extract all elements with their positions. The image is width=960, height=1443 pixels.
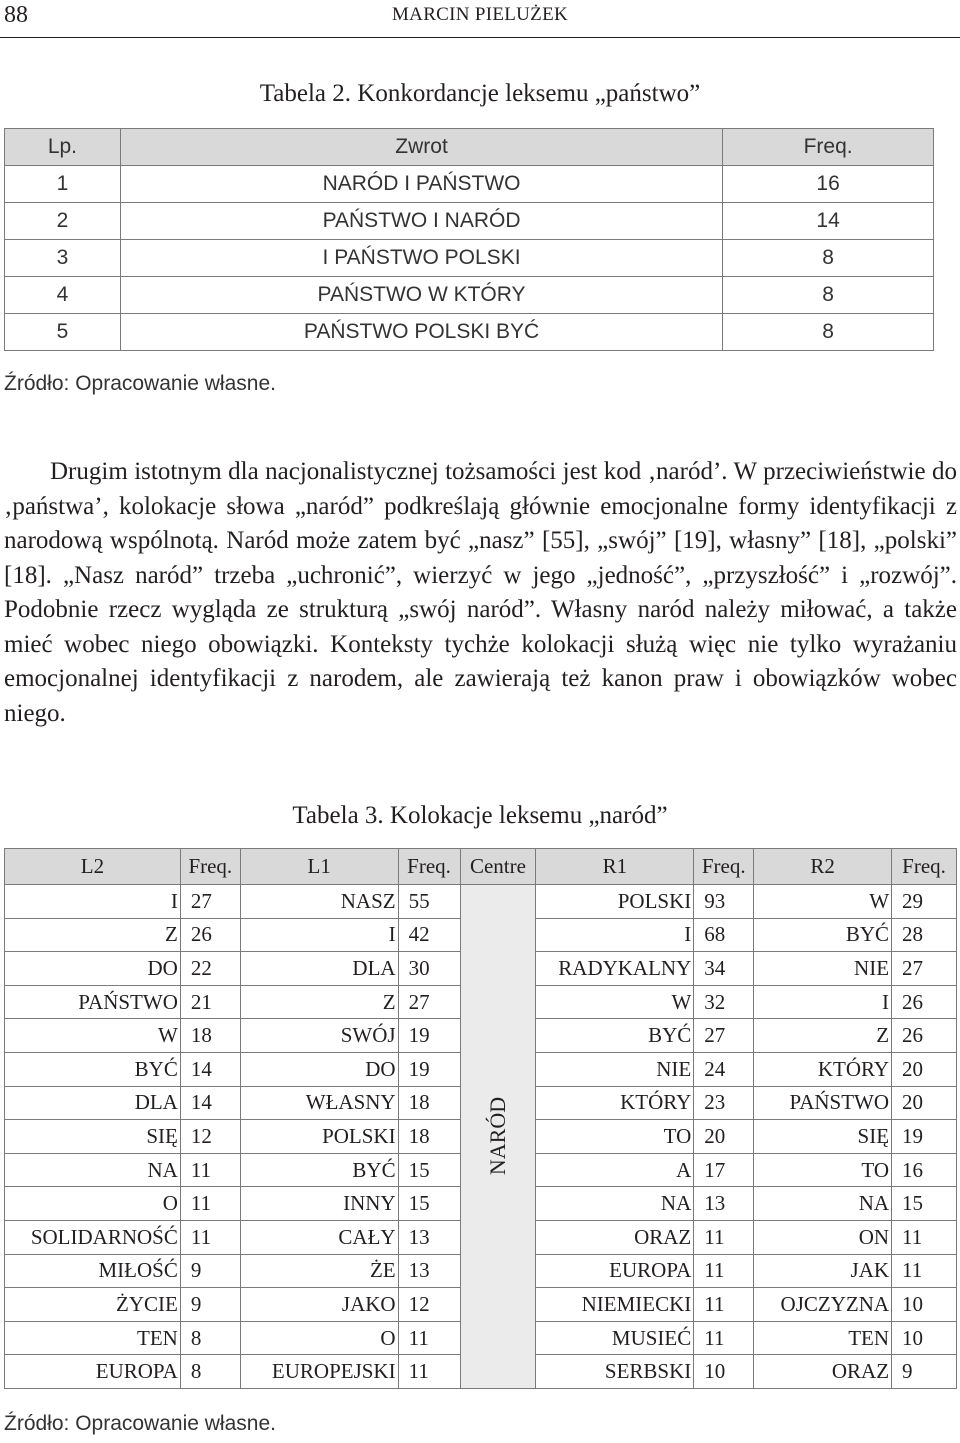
table3-cell: Z (240, 985, 398, 1019)
table3-cell: 9 (892, 1355, 957, 1389)
table3-cell: W (5, 1019, 181, 1053)
table2-header-cell: Zwrot (120, 129, 722, 166)
table3-header-cell: Centre (460, 849, 536, 885)
table3-cell: 30 (398, 952, 460, 986)
table3-cell: RADYKALNY (536, 952, 694, 986)
table3-header-cell: L1 (240, 849, 398, 885)
table2-cell: 2 (5, 203, 121, 240)
table3-cell: INNY (240, 1187, 398, 1221)
table3-cell: JAKO (240, 1288, 398, 1322)
table2-cell: 8 (723, 240, 934, 277)
table3-cell: 15 (398, 1153, 460, 1187)
table3-cell: I (536, 918, 694, 952)
table2-row (5, 277, 934, 314)
table3-cell: 32 (694, 985, 754, 1019)
table3-cell: 11 (180, 1153, 240, 1187)
table3-header-row (5, 849, 957, 885)
table3-cell: NA (5, 1153, 181, 1187)
table3-cell: SERBSKI (536, 1355, 694, 1389)
table3-cell: 11 (180, 1187, 240, 1221)
table3-cell: 28 (892, 918, 957, 952)
table3-cell: 21 (180, 985, 240, 1019)
table3-cell: EUROPA (5, 1355, 181, 1389)
table3-cell: 55 (398, 885, 460, 919)
table3-caption: Tabela 3. Kolokacje leksemu „naród” (292, 802, 668, 829)
running-header-author: MARCIN PIELUŻEK (391, 4, 569, 25)
table3-cell: 19 (892, 1120, 957, 1154)
table3-cell: 13 (398, 1254, 460, 1288)
table3-cell: 13 (398, 1220, 460, 1254)
table3-cell: SIĘ (754, 1120, 892, 1154)
table2-cell: 3 (5, 240, 121, 277)
table3-cell: TO (754, 1153, 892, 1187)
table2-cell: 5 (5, 314, 121, 351)
paragraph-text: Drugim istotnym dla nacjonalistycznej tożsamości jest kod ‚naród’. W przeciwieństwie do ‚państwa’, kolokacje słowa „naród” podkreślają głównie emocjonalne formy identyfikacji z narodową wspólnotą. Naród może zatem być „nasz” [55], „swój” [19], własny” [18], „polski” [18]. „Nasz naród” trzeba „uchronić”, wierzyć w jego „jedność”, „przyszłość” i „rozwój”. Podobnie rzecz wygląda ze strukturą „swój naród”. Własny naród należy miłować, a także mieć wobec niego obowiązki. Konteksty tychże kolokacji służą więc nie tylko wyrażaniu emocjonalnej identyfikacji z narodem, ale zawierają też kanon praw i obowiązków wobec niego. (4, 458, 957, 727)
table3-cell: 26 (892, 985, 957, 1019)
table2-cell: 8 (723, 277, 934, 314)
table2-cell: I PAŃSTWO POLSKI (120, 240, 722, 277)
table2-row (5, 314, 934, 351)
table3-cell: EUROPEJSKI (240, 1355, 398, 1389)
table3-cell: 12 (180, 1120, 240, 1154)
table3-header-cell: Freq. (892, 849, 957, 885)
table3-cell: SWÓJ (240, 1019, 398, 1053)
table3-cell: BYĆ (754, 918, 892, 952)
header-rule (0, 37, 960, 38)
table3-header-cell: Freq. (180, 849, 240, 885)
table2-cell: PAŃSTWO W KTÓRY (120, 277, 722, 314)
table3-cell: 10 (892, 1288, 957, 1322)
table3-header-cell: R2 (754, 849, 892, 885)
table3-cell: 14 (180, 1052, 240, 1086)
table3-cell: 9 (180, 1288, 240, 1322)
table3-cell: 68 (694, 918, 754, 952)
table2-source: Źródło: Opracowanie własne. (4, 372, 276, 395)
table3-cell: 8 (180, 1321, 240, 1355)
table2-cell: 1 (5, 166, 121, 203)
table3-cell: ŻE (240, 1254, 398, 1288)
table3-cell: 26 (892, 1019, 957, 1053)
table3-cell: Z (754, 1019, 892, 1053)
table3-cell: TEN (754, 1321, 892, 1355)
page-number: 88 (4, 2, 28, 28)
table3-cell: ORAZ (536, 1220, 694, 1254)
table3-centre-cell (460, 885, 536, 1389)
table3-cell: A (536, 1153, 694, 1187)
table3-cell: 42 (398, 918, 460, 952)
table3-cell: NIEMIECKI (536, 1288, 694, 1322)
table3-cell: POLSKI (240, 1120, 398, 1154)
table2 (4, 128, 934, 351)
table2-cell: 14 (723, 203, 934, 240)
table3-cell: 22 (180, 952, 240, 986)
table3-cell: 20 (892, 1052, 957, 1086)
table3-cell: 27 (180, 885, 240, 919)
table3-cell: 18 (180, 1019, 240, 1053)
table3-source: Źródło: Opracowanie własne. (4, 1412, 276, 1435)
centre-word: NARÓD (484, 1097, 510, 1176)
table3-cell: WŁASNY (240, 1086, 398, 1120)
table2-cell: PAŃSTWO POLSKI BYĆ (120, 314, 722, 351)
table3-cell: 11 (398, 1355, 460, 1389)
table3-cell: 20 (892, 1086, 957, 1120)
table3-cell: OJCZYZNA (754, 1288, 892, 1322)
table3-cell: BYĆ (536, 1019, 694, 1053)
table3-cell: 10 (694, 1355, 754, 1389)
table3-cell: NIE (754, 952, 892, 986)
table3-cell: 15 (892, 1187, 957, 1221)
table3-cell: 11 (398, 1321, 460, 1355)
table3-cell: 20 (694, 1120, 754, 1154)
table3-cell: ŻYCIE (5, 1288, 181, 1322)
table3-cell: TEN (5, 1321, 181, 1355)
table2-caption: Tabela 2. Konkordancje leksemu „państwo” (259, 80, 701, 107)
table3-cell: O (5, 1187, 181, 1221)
table3-cell: DLA (240, 952, 398, 986)
table3-cell: 11 (892, 1254, 957, 1288)
table3-cell: 24 (694, 1052, 754, 1086)
table3-cell: 8 (180, 1355, 240, 1389)
table3-cell: DO (240, 1052, 398, 1086)
table2-cell: 16 (723, 166, 934, 203)
table3-cell: W (754, 885, 892, 919)
table3-cell: 93 (694, 885, 754, 919)
table3-cell: BYĆ (5, 1052, 181, 1086)
table3-cell: I (5, 885, 181, 919)
table2-cell: 4 (5, 277, 121, 314)
table3-cell: 12 (398, 1288, 460, 1322)
table3-cell: 11 (694, 1220, 754, 1254)
table3-cell: 11 (694, 1321, 754, 1355)
table3-cell: MUSIEĆ (536, 1321, 694, 1355)
table3-cell: TO (536, 1120, 694, 1154)
table3-cell: DO (5, 952, 181, 986)
table3-cell: NIE (536, 1052, 694, 1086)
table3-cell: 34 (694, 952, 754, 986)
table2-row (5, 203, 934, 240)
table3-header-cell: L2 (5, 849, 181, 885)
table3-cell: 19 (398, 1052, 460, 1086)
table3-cell: 11 (694, 1254, 754, 1288)
table3-cell: ORAZ (754, 1355, 892, 1389)
table2-header-cell: Lp. (5, 129, 121, 166)
table3-cell: 10 (892, 1321, 957, 1355)
table3-cell: 26 (180, 918, 240, 952)
table2-row (5, 240, 934, 277)
table3-header-cell: Freq. (694, 849, 754, 885)
table3-cell: 27 (398, 985, 460, 1019)
table3-cell: ON (754, 1220, 892, 1254)
table3-cell: 27 (694, 1019, 754, 1053)
table3-cell: 9 (180, 1254, 240, 1288)
table3-cell: 18 (398, 1120, 460, 1154)
table3-cell: NA (754, 1187, 892, 1221)
table3-cell: BYĆ (240, 1153, 398, 1187)
table3-cell: 14 (180, 1086, 240, 1120)
table3-cell: 11 (180, 1220, 240, 1254)
table3-cell: PAŃSTWO (5, 985, 181, 1019)
table3-cell: 15 (398, 1187, 460, 1221)
table2-cell: 8 (723, 314, 934, 351)
table3-cell: 13 (694, 1187, 754, 1221)
body-paragraph (4, 455, 957, 731)
table3-cell: 23 (694, 1086, 754, 1120)
table3-row (5, 885, 957, 919)
table2-header-row (5, 129, 934, 166)
table3-cell: NA (536, 1187, 694, 1221)
table2-cell: PAŃSTWO I NARÓD (120, 203, 722, 240)
table3-cell: DLA (5, 1086, 181, 1120)
table2-header-cell: Freq. (723, 129, 934, 166)
table3-cell: CAŁY (240, 1220, 398, 1254)
table3-cell: 11 (892, 1220, 957, 1254)
table3-cell: PAŃSTWO (754, 1086, 892, 1120)
table3-cell: Z (5, 918, 181, 952)
table3-cell: KTÓRY (754, 1052, 892, 1086)
table3 (4, 848, 957, 1389)
table3-cell: O (240, 1321, 398, 1355)
table2-row (5, 166, 934, 203)
table3-cell: EUROPA (536, 1254, 694, 1288)
table3-cell: POLSKI (536, 885, 694, 919)
table3-cell: 27 (892, 952, 957, 986)
table3-cell: 16 (892, 1153, 957, 1187)
table3-cell: 19 (398, 1019, 460, 1053)
table3-cell: JAK (754, 1254, 892, 1288)
table3-cell: 11 (694, 1288, 754, 1322)
table3-cell: I (240, 918, 398, 952)
table3-cell: SOLIDARNOŚĆ (5, 1220, 181, 1254)
table2-cell: NARÓD I PAŃSTWO (120, 166, 722, 203)
table3-cell: I (754, 985, 892, 1019)
table3-cell: NASZ (240, 885, 398, 919)
table3-cell: 18 (398, 1086, 460, 1120)
table3-header-cell: Freq. (398, 849, 460, 885)
table3-cell: 17 (694, 1153, 754, 1187)
table3-header-cell: R1 (536, 849, 694, 885)
table3-cell: MIŁOŚĆ (5, 1254, 181, 1288)
table3-cell: 29 (892, 885, 957, 919)
table3-cell: SIĘ (5, 1120, 181, 1154)
table3-cell: KTÓRY (536, 1086, 694, 1120)
table3-cell: W (536, 985, 694, 1019)
